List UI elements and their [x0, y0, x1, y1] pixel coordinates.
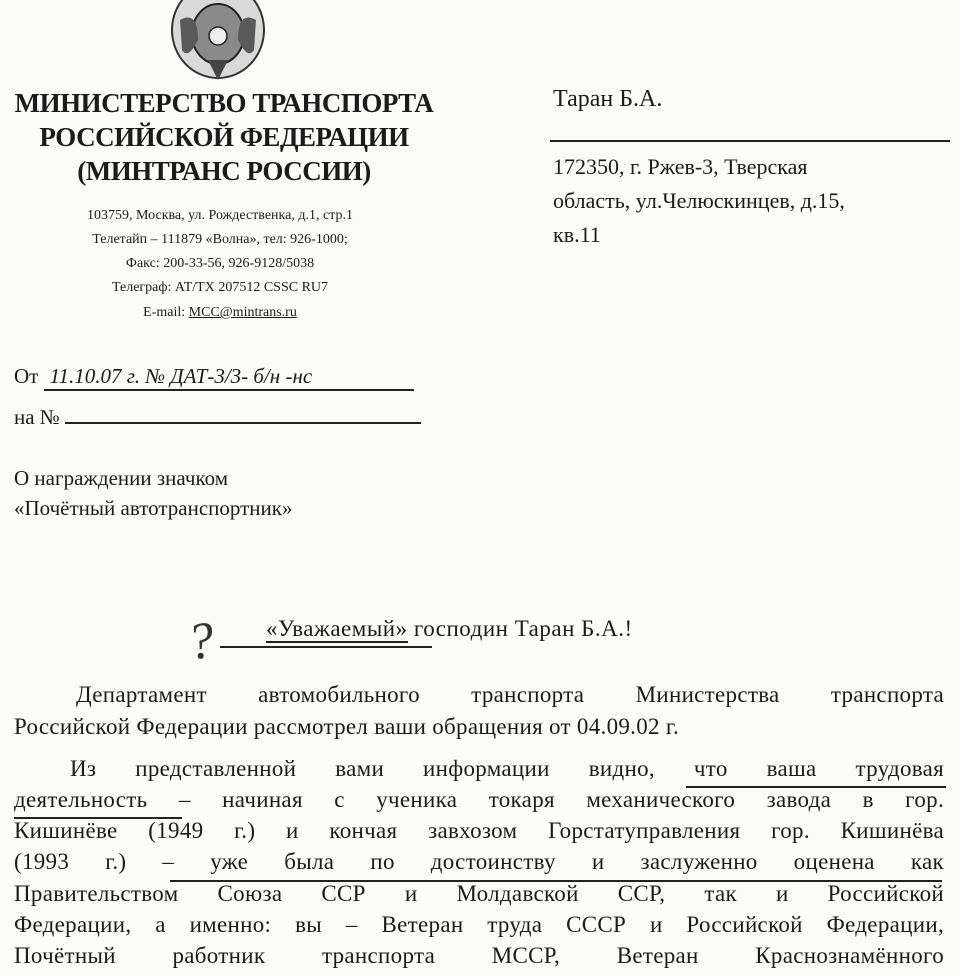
coat-of-arms-emblem — [168, 0, 268, 82]
email-value: MCC@mintrans.ru — [188, 305, 297, 320]
body-line: (1993 г.) – уже была по достоинству и заслуженно оценена как — [14, 849, 944, 874]
sender-address-line3: Факс: 200-33-56, 926-9128/5038 — [125, 256, 315, 271]
body-line: Кишинёве (1949 г.) и кончая завхозом Горстатуправления гор. Кишинёва — [14, 818, 944, 843]
body-line: Почётный работник транспорта МССР, Ветеран Краснознамённого — [14, 943, 944, 968]
outgoing-reference-value: 11.10.07 г. № ДАТ-3/3- б/н -нс — [44, 364, 414, 391]
sender-address-line4: Телеграф: АТ/ТХ 207512 CSSC RU7 — [111, 280, 329, 295]
sender-email — [20, 301, 420, 325]
salutation-quoted-word: «Уважаемый» — [266, 616, 408, 641]
recipient-address-line3: кв.11 — [553, 222, 601, 247]
recipient-address-line1: 172350, г. Ржев-3, Тверская — [553, 154, 808, 179]
no-label: на № — [14, 405, 60, 429]
recipient-address-line2: область, ул.Челюскинцев, д.15, — [553, 188, 845, 213]
subject-line2: «Почётный автотранспортник» — [14, 496, 293, 520]
handwritten-question-mark: ? — [184, 611, 218, 672]
handwritten-underline — [220, 646, 432, 648]
body-line: Департамент автомобильного транспорта Министерства транспорта — [76, 682, 944, 707]
ministry-title-line1: МИНИСТЕРСТВО ТРАНСПОРТА — [14, 88, 434, 118]
body-line: Правительством Союза ССР и Молдавской ССР, так и Российской — [14, 881, 944, 906]
body-line: деятельность – начиная с ученика токаря механического завода в гор. — [14, 787, 944, 812]
salutation — [266, 616, 633, 642]
from-label: От — [14, 364, 39, 388]
handwritten-underline — [14, 817, 182, 819]
sender-address-line1: 103759, Москва, ул. Рождественка, д.1, стр.1 — [87, 208, 353, 223]
ministry-title-line3: (МИНТРАНС РОССИИ) — [77, 156, 371, 186]
incoming-reference-blank — [65, 400, 421, 424]
email-label: E-mail: — [143, 305, 186, 320]
salutation-rest: господин Таран Б.А.! — [407, 616, 633, 641]
handwritten-underline — [170, 880, 942, 882]
ministry-title-line2: РОССИЙСКОЙ ФЕДЕРАЦИИ — [39, 122, 409, 152]
body-line: Федерации, а именно: вы – Ветеран труда СССР и Российской Федерации, — [14, 912, 944, 937]
recipient-divider — [550, 140, 950, 142]
outgoing-reference-row — [14, 364, 414, 391]
body-line: Из представленной вами информации видно, что ваша трудовая — [70, 756, 944, 781]
handwritten-underline — [686, 786, 946, 788]
recipient-name: Таран Б.А. — [553, 86, 663, 112]
sender-address-line2: Телетайп – 111879 «Волна», тел: 926-1000; — [92, 232, 348, 247]
subject-line1: О награждении значком — [14, 466, 228, 490]
incoming-reference-row — [14, 400, 421, 430]
body-line: Российской Федерации рассмотрел ваши обращения от 04.09.02 г. — [14, 714, 680, 739]
